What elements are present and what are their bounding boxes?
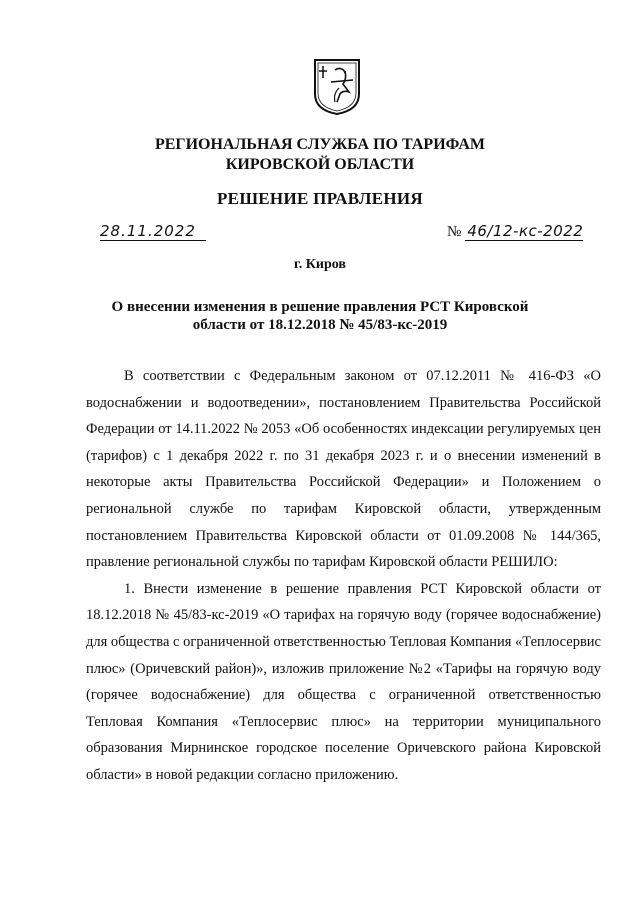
subject-line-2: области от 18.12.2018 № 45/83-кс-2019 xyxy=(192,317,448,333)
number-value: 46/12-кс-2022 xyxy=(467,222,584,240)
organization-line-2: КИРОВСКОЙ ОБЛАСТИ xyxy=(225,156,415,173)
document-number xyxy=(447,222,583,241)
paragraph-preamble: В соответствии с Федеральным законом от 07.12.2011 № 416-ФЗ «О водоснабжении и водоотведении», постановлением Правительства Российской Федерации от 14.11.2022 № 2053 «Об особенностях индексации регулируемых цен (тарифов) с 1 декабря 2022 г. по 31 декабря 2023 г. и о внесении изменений в некоторые акты Правительства Российской Федерации» и Положением о региональной службе по тарифам Кировской области, утвержденным постановлением Правительства Кировской области от 01.09.2008 № 144/365, правление региональной службы по тарифам Кировской области РЕШИЛО: xyxy=(86,368,601,571)
organization-name xyxy=(0,135,640,175)
paragraph-item-1: 1. Внести изменение в решение правления РСТ Кировской области от 18.12.2018 № 45/83-кс-2019 «О тарифах на горячую воду (горячее водоснабжение) для общества с ограниченной ответственностью Тепловая Компания «Теплосервис плюс» (Оричевский район)», изложив приложение №2 «Тарифы на горячую воду (горячее водоснабжение) для общества с ограниченной ответственностью Тепловая Компания «Теплосервис плюс» на территории муниципального образования Мирнинское городское поселение Оричевского района Кировской области» в новой редакции согласно приложению. xyxy=(86,580,601,783)
organization-line-1: РЕГИОНАЛЬНАЯ СЛУЖБА ПО ТАРИФАМ xyxy=(154,136,486,153)
document-type: РЕШЕНИЕ ПРАВЛЕНИЯ xyxy=(217,189,423,208)
number-sign: № xyxy=(447,224,462,240)
subject-heading xyxy=(0,298,640,334)
document-date: 28.11.2022 xyxy=(100,222,206,241)
city: г. Киров xyxy=(294,257,346,272)
coat-of-arms-icon xyxy=(313,58,361,116)
subject-line-1: О внесении изменения в решение правления РСТ Кировской xyxy=(111,299,529,315)
document-body xyxy=(86,363,601,789)
